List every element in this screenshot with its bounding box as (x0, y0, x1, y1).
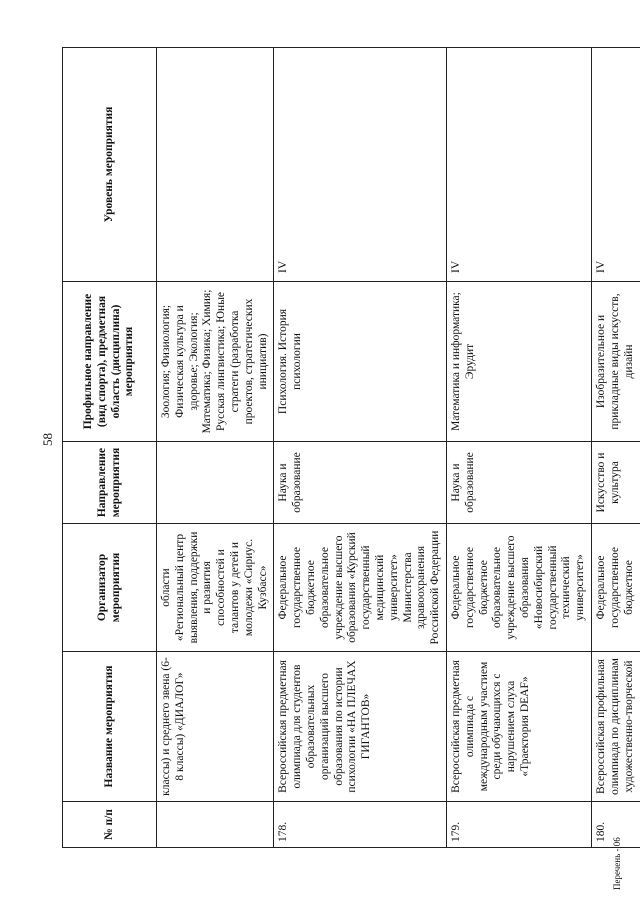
header-event-name: Название мероприятия (63, 652, 157, 802)
event-organizer: Федеральное государственное бюджетное (591, 524, 640, 652)
table-row (446, 48, 591, 848)
event-level: IV (274, 48, 447, 282)
table-row (274, 48, 447, 848)
event-direction (157, 442, 274, 524)
event-organizer: Федеральное государственное бюджетное образовательное учреждение высшего образования «Новосибирский государственный технический университет» (446, 524, 591, 652)
event-direction: Наука и образование (446, 442, 591, 524)
event-name: Всероссийская предметная олимпиада с международным участием среди обучающихся с нарушением слуха «Траектория DEAF» (446, 652, 591, 802)
event-profile: Математика и информатика; Эрудит (446, 282, 591, 442)
table-row (157, 48, 274, 848)
event-direction: Наука и образование (274, 442, 447, 524)
event-name: классы) и среднего звена (6-8 классы) «ДИАЛОГ» (157, 652, 274, 802)
events-table-container (62, 48, 635, 848)
table-row (591, 48, 640, 848)
row-number: 179. (446, 802, 591, 848)
footer-note: Перечень - 06 (612, 837, 622, 890)
event-organizer: области «Региональный центр выявления, поддержки и развития способностей и талантов у детей и молодежи «Сириус. Кузбасс» (157, 524, 274, 652)
header-direction: Направление мероприятия (63, 442, 157, 524)
event-level: IV (446, 48, 591, 282)
event-profile: Изобразительное и прикладные виды искусств, дизайн (591, 282, 640, 442)
table-header-row (63, 48, 157, 848)
row-number: 178. (274, 802, 447, 848)
header-level: Уровень мероприятия (63, 48, 157, 282)
header-organizer: Организатор мероприятия (63, 524, 157, 652)
header-number: № п/п (63, 802, 157, 848)
row-number: 180. (591, 802, 640, 848)
header-profile: Профильное направление (вид спорта), предметная область (дисциплина) мероприятия (63, 282, 157, 442)
page-number: 58 (40, 433, 55, 446)
event-level: IV (591, 48, 640, 282)
event-profile: Зоология; Физиология; Физическая культура и здоровье; Экология; Математика; Физика; Химия; Русская лингвистика; Юные стратеги (разработка проектов, стратегических инициатив) (157, 282, 274, 442)
event-level (157, 48, 274, 282)
event-organizer: Федеральное государственное бюджетное образовательное учреждение высшего образования «Курский государственный медицинский университет» Министерства здравоохранения Российской Федерации (274, 524, 447, 652)
events-table (62, 47, 640, 848)
event-name: Всероссийская предметная олимпиада для студентов образовательных организаций высшего образования по истории психологии «НА ПЛЕЧАХ ГИГАНТОВ» (274, 652, 447, 802)
event-profile: Психология. История психологии (274, 282, 447, 442)
event-direction: Искусство и культура (591, 442, 640, 524)
event-name: Всероссийская профильная олимпиада по дисциплинам художественно-творческой (591, 652, 640, 802)
row-number (157, 802, 274, 848)
